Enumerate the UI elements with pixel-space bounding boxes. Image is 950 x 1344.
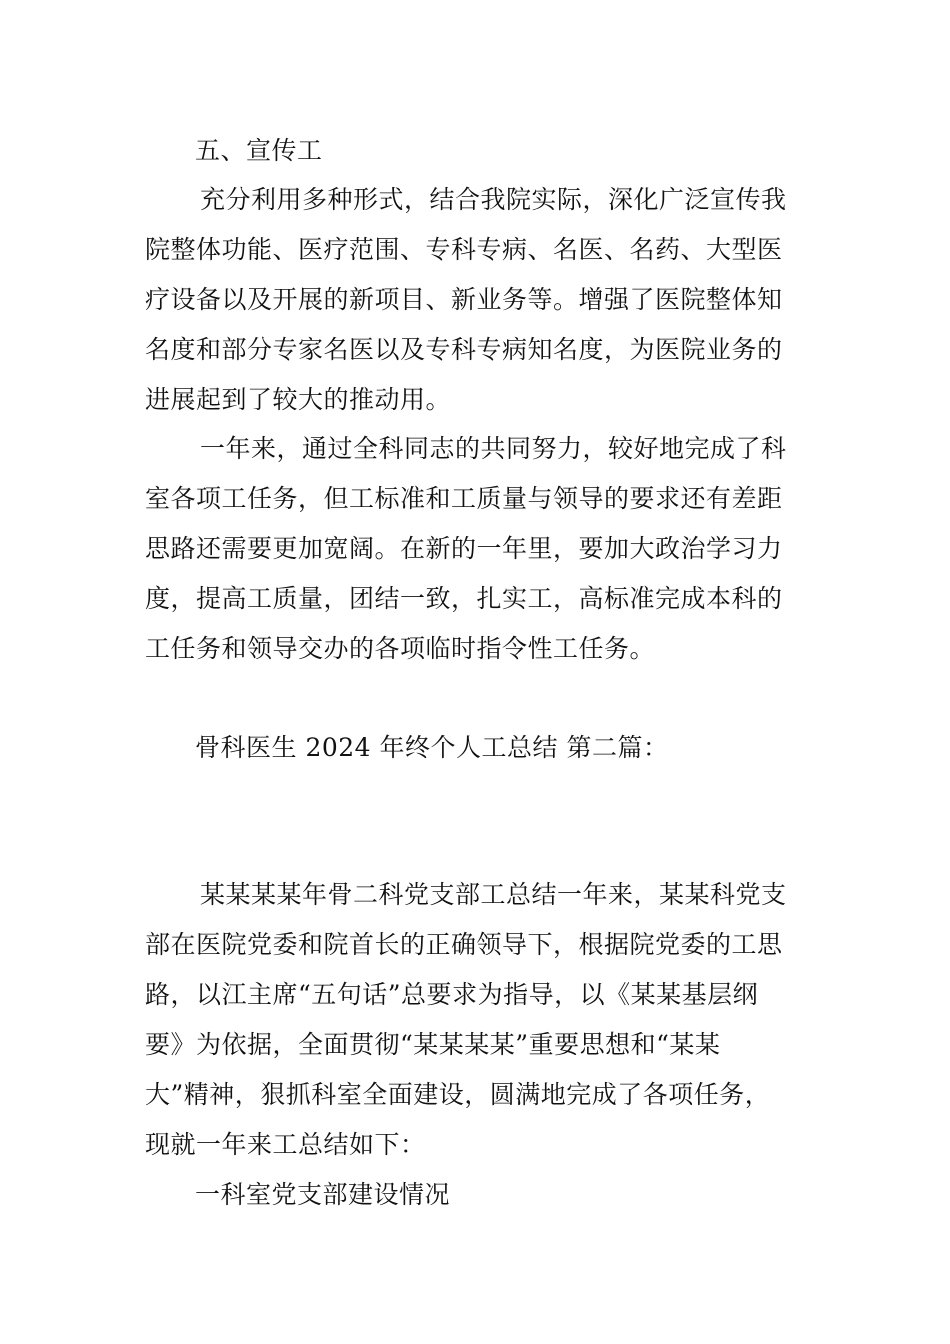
paragraph-line: 路，以江主席“五句话”总要求为指导，以《某某基层纲 xyxy=(145,980,759,1009)
chapter-title: 骨科医生 2024 年终个人工总结 第二篇： xyxy=(195,733,669,762)
paragraph-line: 室各项工任务，但工标准和工质量与领导的要求还有差距 xyxy=(145,484,783,513)
paragraph-line: 院整体功能、医疗范围、专科专病、名医、名药、大型医 xyxy=(145,235,783,264)
paragraph-line: 大”精神，狠抓科室全面建设，圆满地完成了各项任务， xyxy=(145,1080,771,1109)
paragraph-line: 工任务和领导交办的各项临时指令性工任务。 xyxy=(145,634,656,663)
paragraph-line: 一年来，通过全科同志的共同努力，较好地完成了科 xyxy=(200,434,787,463)
section-heading-publicity: 五、宣传工 xyxy=(195,136,323,165)
paragraph-line: 要》为依据，全面贯彻“某某某某”重要思想和“某某 xyxy=(145,1030,721,1059)
paragraph-line: 充分利用多种形式，结合我院实际，深化广泛宣传我 xyxy=(200,185,787,214)
paragraph-line: 某某某某年骨二科党支部工总结一年来，某某科党支 xyxy=(200,880,787,909)
paragraph-line: 现就一年来工总结如下： xyxy=(145,1130,426,1159)
paragraph-line: 进展起到了较大的推动用。 xyxy=(145,385,452,414)
paragraph-line: 部在医院党委和院首长的正确领导下，根据院党委的工思 xyxy=(145,930,783,959)
paragraph-line: 疗设备以及开展的新项目、新业务等。增强了医院整体知 xyxy=(145,285,783,314)
paragraph-line: 思路还需要更加宽阔。在新的一年里，要加大政治学习力 xyxy=(145,534,783,563)
section-heading-party-branch: 一科室党支部建设情况 xyxy=(195,1180,451,1209)
paragraph-line: 度，提高工质量，团结一致，扎实工，高标准完成本科的 xyxy=(145,584,783,613)
paragraph-line: 名度和部分专家名医以及专科专病知名度，为医院业务的 xyxy=(145,335,783,364)
